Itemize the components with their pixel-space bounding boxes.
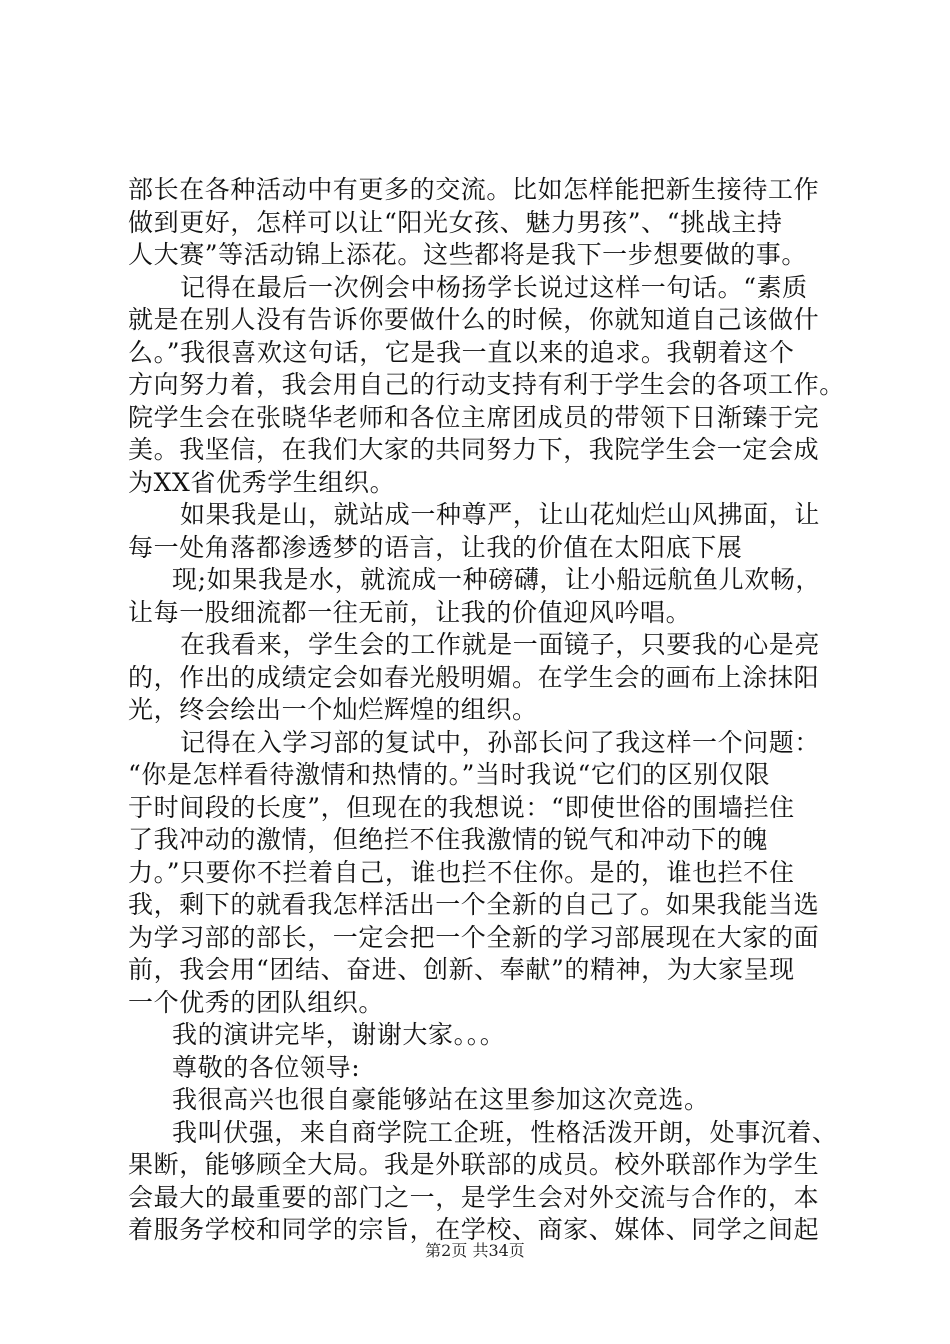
- paragraph-start-line: 现;如果我是水，就流成一种磅礴，让小船远航鱼儿欢畅，: [172, 565, 822, 594]
- text-line: 院学生会在张晓华老师和各位主席团成员的带领下日渐臻于完: [128, 402, 820, 432]
- paragraph-start-line: 记得在最后一次例会中杨扬学长说过这样一句话。“素质: [180, 272, 808, 302]
- paragraph-start-line: 我的演讲完毕，谢谢大家。。。: [172, 1020, 506, 1049]
- text-line: 做到更好，怎样可以让“阳光女孩、魅力男孩”、“挑战主持: [128, 207, 783, 237]
- text-line: 一个优秀的团队组织。: [128, 987, 385, 1017]
- text-line: 会最大的最重要的部门之一，是学生会对外交流与合作的，本: [128, 1182, 820, 1212]
- text-line: 就是在别人没有告诉你要做什么的时候，你就知道自己该做什: [128, 305, 820, 334]
- text-line: 部长在各种活动中有更多的交流。比如怎样能把新生接待工作: [128, 175, 820, 204]
- text-line: 每一处角落都渗透梦的语言，让我的价值在太阳底下展: [128, 532, 743, 562]
- text-line: 为学习部的部长，一定会把一个全新的学习部展现在大家的面: [128, 922, 820, 952]
- paragraph-start-line: 我叫伏强，来自商学院工企班，性格活泼开朗，处事沉着、: [172, 1117, 838, 1147]
- paragraph-start-line: 如果我是山，就站成一种尊严，让山花灿烂山风拂面，让: [180, 500, 821, 529]
- salutation-line: 尊敬的各位领导:: [172, 1052, 361, 1082]
- paragraph-start-line: 记得在入学习部的复试中，孙部长问了我这样一个问题：: [180, 727, 821, 757]
- text-line: 于时间段的长度”，但现在的我想说：“即使世俗的围墙拦住: [128, 792, 795, 822]
- page-number-footer: 第2页 共34页: [425, 1241, 525, 1260]
- paragraph-start-line: 我很高兴也很自豪能够站在这里参加这次竞选。: [172, 1085, 710, 1114]
- text-line: 人大赛”等活动锦上添花。这些都将是我下一步想要做的事。: [128, 240, 807, 269]
- text-line: 为XX省优秀学生组织。: [128, 467, 396, 497]
- text-line: 前，我会用“团结、奋进、创新、奉献”的精神，为大家呈现: [128, 955, 795, 984]
- text-line: 么。”我很喜欢这句话，它是我一直以来的追求。我朝着这个: [128, 337, 795, 367]
- text-line: 果断，能够顾全大局。我是外联部的成员。校外联部作为学生: [128, 1150, 820, 1179]
- text-line: 光，终会绘出一个灿烂辉煌的组织。: [128, 695, 538, 724]
- text-line: 美。我坚信，在我们大家的共同努力下，我院学生会一定会成: [128, 435, 820, 464]
- text-line: 着服务学校和同学的宗旨，在学校、商家、媒体、同学之间起: [128, 1215, 820, 1244]
- text-line: 让每一股细流都一往无前，让我的价值迎风吟唱。: [128, 597, 692, 627]
- text-line: 我，剩下的就看我怎样活出一个全新的自己了。如果我能当选: [128, 890, 820, 919]
- body-text: [128, 174, 845, 1247]
- text-line: 方向努力着，我会用自己的行动支持有利于学生会的各项工作。: [128, 370, 845, 399]
- text-line: 力。”只要你不拦着自己，谁也拦不住你。是的，谁也拦不住: [128, 857, 795, 887]
- text-line: 的，作出的成绩定会如春光般明媚。在学生会的画布上涂抹阳: [128, 662, 820, 692]
- text-line: “你是怎样看待激情和热情的。”当时我说“它们的区别仅限: [128, 760, 771, 789]
- paragraph-start-line: 在我看来，学生会的工作就是一面镜子，只要我的心是亮: [180, 630, 821, 659]
- text-line: 了我冲动的激情，但绝拦不住我激情的锐气和冲动下的魄: [128, 825, 769, 854]
